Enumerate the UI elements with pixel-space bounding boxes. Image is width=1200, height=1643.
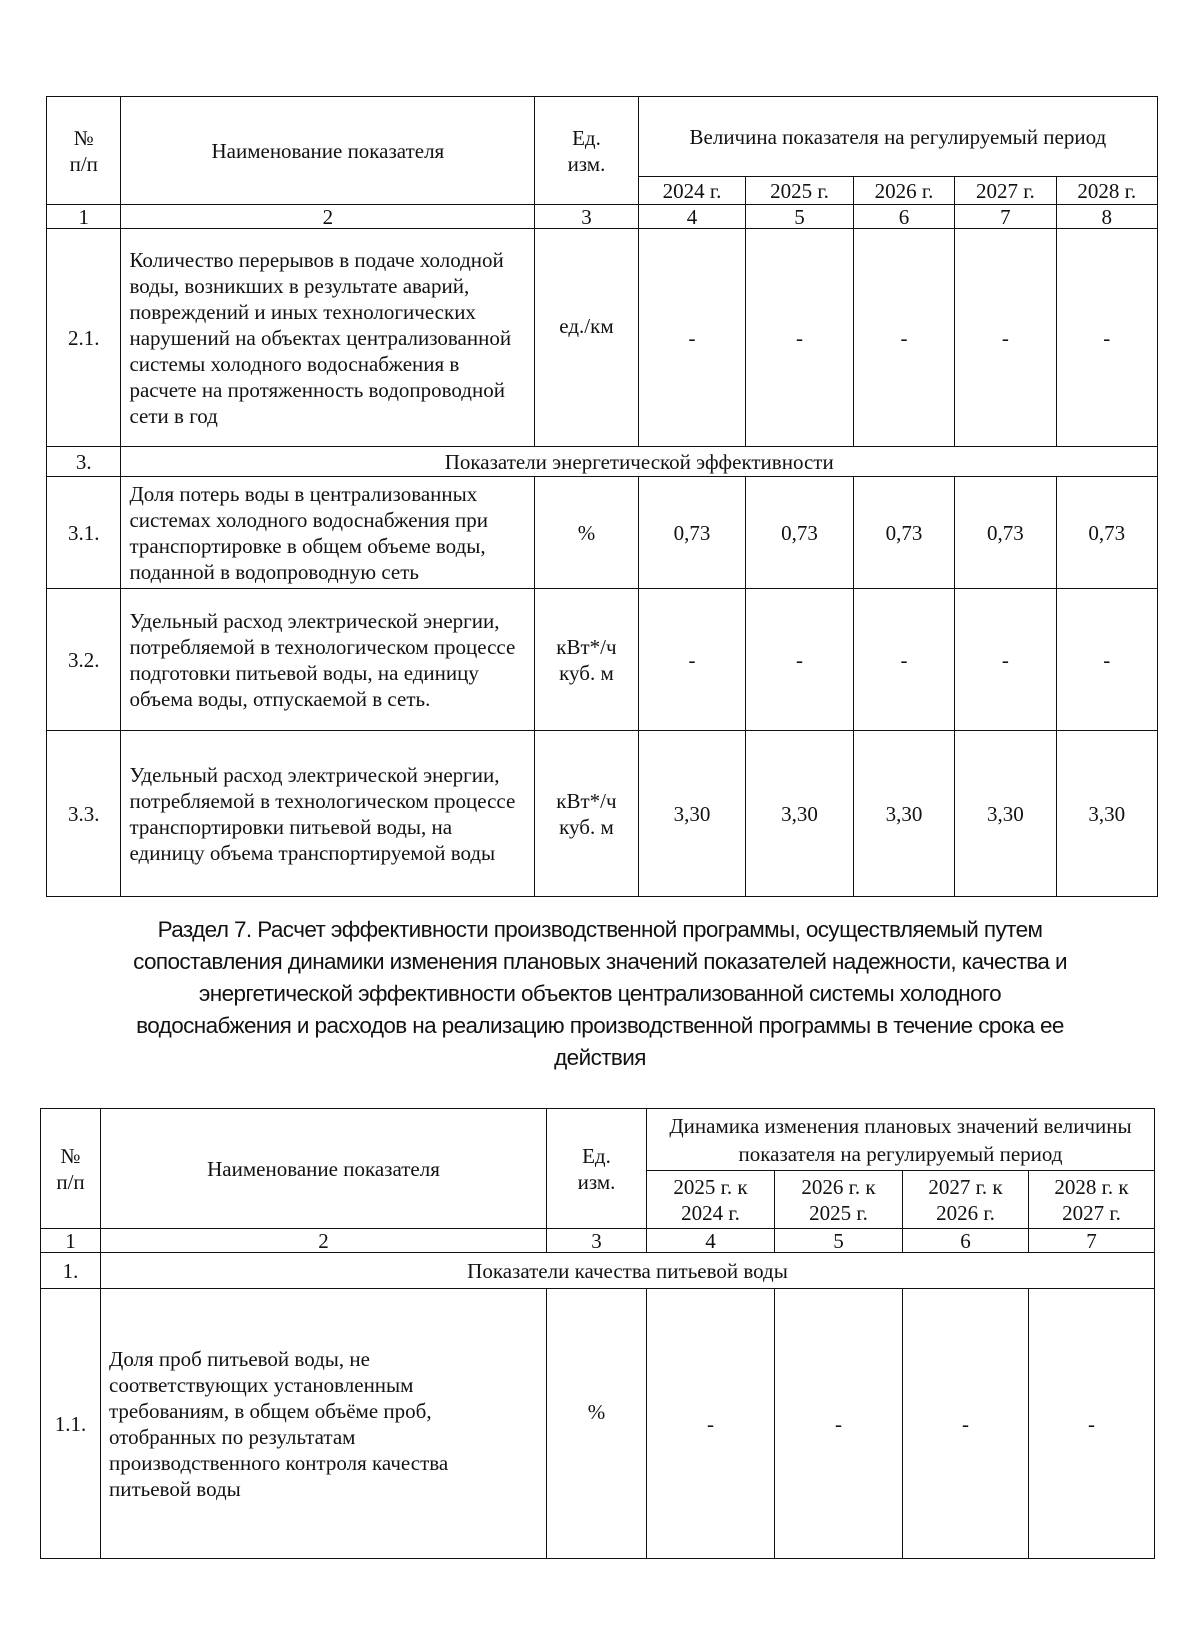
row-value: - bbox=[746, 589, 854, 731]
row-value: - bbox=[1056, 589, 1157, 731]
table-row bbox=[47, 477, 1158, 589]
section-7-title: Раздел 7. Расчет эффективности производственной программы, осуществляемый путем сопоставления динамики изменения плановых значений показателей надежности, качества и энергетической эффективности объектов централизованной системы холодного водоснабжения и расходов на реализацию производственной программы в течение срока ее действия bbox=[133, 917, 1067, 1070]
header-year: 2024 г. bbox=[638, 177, 746, 205]
col-number: 1 bbox=[47, 205, 121, 229]
col-number: 7 bbox=[1029, 1229, 1155, 1253]
col-number: 1 bbox=[41, 1229, 101, 1253]
section-title: Показатели энергетической эффективности bbox=[121, 447, 1158, 477]
row-value: 3,30 bbox=[1056, 731, 1157, 897]
row-value: - bbox=[775, 1289, 903, 1559]
row-unit: ед./км bbox=[535, 229, 638, 447]
row-name: Удельный расход электрической энергии, потребляемой в технологическом процессе подготовки питьевой воды, на единицу объема воды, отпускаемой в сеть. bbox=[121, 589, 535, 731]
row-value: 3,30 bbox=[638, 731, 746, 897]
table-row bbox=[41, 1289, 1155, 1559]
row-value: 3,30 bbox=[746, 731, 854, 897]
table-row bbox=[47, 229, 1158, 447]
header-period: 2026 г. к 2025 г. bbox=[775, 1171, 903, 1229]
header-period: 2025 г. к 2024 г. bbox=[647, 1171, 775, 1229]
row-value: 0,73 bbox=[638, 477, 746, 589]
section-num: 1. bbox=[41, 1253, 101, 1289]
col-number: 6 bbox=[903, 1229, 1029, 1253]
row-value: - bbox=[955, 589, 1056, 731]
header-year: 2026 г. bbox=[853, 177, 954, 205]
row-unit: % bbox=[547, 1289, 647, 1559]
header-num: № п/п bbox=[47, 97, 121, 205]
row-name: Доля потерь воды в централизованных системах холодного водоснабжения при транспортировке в общем объеме воды, поданной в водопроводную сеть bbox=[121, 477, 535, 589]
row-num: 3.2. bbox=[47, 589, 121, 731]
col-number: 5 bbox=[775, 1229, 903, 1253]
row-num: 2.1. bbox=[47, 229, 121, 447]
indicators-table-2 bbox=[40, 1108, 1155, 1559]
row-value: 0,73 bbox=[746, 477, 854, 589]
row-value: 0,73 bbox=[1056, 477, 1157, 589]
row-value: 3,30 bbox=[955, 731, 1056, 897]
header-year: 2025 г. bbox=[746, 177, 854, 205]
col-number: 3 bbox=[547, 1229, 647, 1253]
row-value: 3,30 bbox=[853, 731, 954, 897]
table-row bbox=[47, 589, 1158, 731]
col-number: 8 bbox=[1056, 205, 1157, 229]
indicators-table-1 bbox=[46, 96, 1158, 897]
header-unit: Ед. изм. bbox=[547, 1109, 647, 1229]
row-value: - bbox=[853, 589, 954, 731]
row-value: - bbox=[647, 1289, 775, 1559]
row-name: Количество перерывов в подаче холодной воды, возникших в результате аварий, повреждений и иных технологических нарушений на объектах централизованной системы холодного водоснабжения в расчете на протяженность водопроводной сети в год bbox=[121, 229, 535, 447]
header-year: 2027 г. bbox=[955, 177, 1056, 205]
header-dynamics: Динамика изменения плановых значений величины показателя на регулируемый период bbox=[647, 1109, 1155, 1171]
header-period: Величина показателя на регулируемый период bbox=[638, 97, 1157, 177]
row-name: Доля проб питьевой воды, не соответствующих установленным требованиям, в общем объёме проб, отобранных по результатам производственного контроля качества питьевой воды bbox=[101, 1289, 547, 1559]
row-num: 1.1. bbox=[41, 1289, 101, 1559]
header-year: 2028 г. bbox=[1056, 177, 1157, 205]
col-number: 2 bbox=[101, 1229, 547, 1253]
header-name: Наименование показателя bbox=[101, 1109, 547, 1229]
row-value: - bbox=[903, 1289, 1029, 1559]
row-value: 0,73 bbox=[853, 477, 954, 589]
row-num: 3.3. bbox=[47, 731, 121, 897]
row-value: - bbox=[638, 229, 746, 447]
col-number: 4 bbox=[647, 1229, 775, 1253]
row-unit: кВт*/ч куб. м bbox=[535, 731, 638, 897]
header-name: Наименование показателя bbox=[121, 97, 535, 205]
col-number: 4 bbox=[638, 205, 746, 229]
header-period: 2028 г. к 2027 г. bbox=[1029, 1171, 1155, 1229]
row-value: - bbox=[955, 229, 1056, 447]
section-row bbox=[47, 447, 1158, 477]
row-num: 3.1. bbox=[47, 477, 121, 589]
row-value: - bbox=[1029, 1289, 1155, 1559]
col-number: 2 bbox=[121, 205, 535, 229]
row-unit: кВт*/ч куб. м bbox=[535, 589, 638, 731]
table-row bbox=[47, 731, 1158, 897]
col-number: 3 bbox=[535, 205, 638, 229]
row-name: Удельный расход электрической энергии, потребляемой в технологическом процессе транспортировки питьевой воды, на единицу объема транспортируемой воды bbox=[121, 731, 535, 897]
row-value: - bbox=[638, 589, 746, 731]
col-number: 6 bbox=[853, 205, 954, 229]
section-row bbox=[41, 1253, 1155, 1289]
col-number: 5 bbox=[746, 205, 854, 229]
header-unit: Ед. изм. bbox=[535, 97, 638, 205]
row-value: - bbox=[853, 229, 954, 447]
row-unit: % bbox=[535, 477, 638, 589]
row-value: 0,73 bbox=[955, 477, 1056, 589]
header-num: № п/п bbox=[41, 1109, 101, 1229]
row-value: - bbox=[746, 229, 854, 447]
section-title: Показатели качества питьевой воды bbox=[101, 1253, 1155, 1289]
col-number: 7 bbox=[955, 205, 1056, 229]
header-period: 2027 г. к 2026 г. bbox=[903, 1171, 1029, 1229]
row-value: - bbox=[1056, 229, 1157, 447]
section-num: 3. bbox=[47, 447, 121, 477]
